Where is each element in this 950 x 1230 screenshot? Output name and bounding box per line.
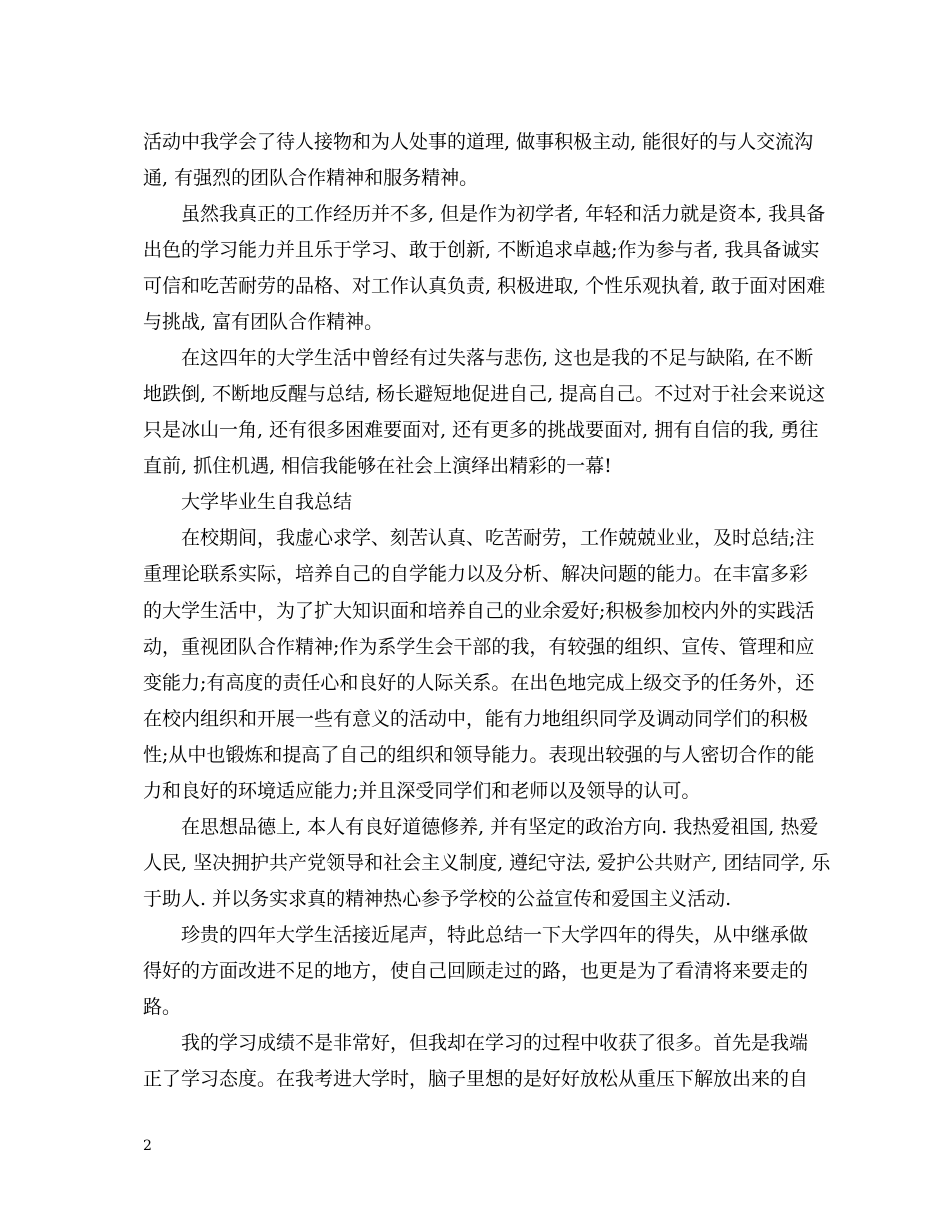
text-line: 变能力;有高度的责任心和良好的人际关系。在出色地完成上级交予的任务外，还	[143, 672, 815, 694]
text-line: 只是冰山一角, 还有很多困难要面对, 还有更多的挑战要面对, 拥有自信的我, 勇往	[143, 419, 819, 441]
text-line: 正了学习态度。在我考进大学时，脑子里想的是好好放松从重压下解放出来的自	[143, 1068, 809, 1090]
text-line: 性;从中也锻炼和提高了自己的组织和领导能力。表现出较强的与人密切合作的能	[143, 744, 815, 766]
text-line: 力和良好的环境适应能力;并且深受同学们和老师以及领导的认可。	[143, 780, 701, 802]
text-line: 与挑战, 富有团队合作精神。	[143, 311, 384, 333]
section-heading: 大学毕业生自我总结	[181, 491, 353, 513]
text-line: 虽然我真正的工作经历并不多, 但是作为初学者, 年轻和活力就是资本, 我具备	[181, 203, 826, 225]
text-line: 在这四年的大学生活中曾经有过失落与悲伤, 这也是我的不足与缺陷, 在不断	[181, 347, 814, 369]
text-line: 重理论联系实际，培养自己的自学能力以及分析、解决问题的能力。在丰富多彩	[143, 563, 809, 585]
text-line: 人民, 坚决拥护共产党领导和社会主义制度, 遵纪守法, 爱护公共财产, 团结同学, 乐	[143, 852, 831, 874]
text-line: 在思想品德上, 本人有良好道德修养, 并有坚定的政治方向. 我热爱祖国, 热爱	[181, 816, 819, 838]
text-line: 活动中我学会了待人接物和为人处事的道理, 做事积极主动, 能很好的与人交流沟	[143, 131, 814, 153]
text-line: 地跌倒, 不断地反醒与总结, 杨长避短地促进自己, 提高自己。不过对于社会来说这	[143, 383, 826, 405]
text-line: 于助人. 并以务实求真的精神热心参予学校的公益宣传和爱国主义活动.	[143, 888, 732, 910]
text-line: 直前, 抓住机遇, 相信我能够在社会上演绎出精彩的一幕!	[143, 455, 612, 477]
page-number: 2	[143, 1138, 152, 1154]
text-line: 珍贵的四年大学生活接近尾声，特此总结一下大学四年的得失，从中继承做	[181, 924, 809, 946]
text-line: 动，重视团队合作精神;作为系学生会干部的我，有较强的组织、宣传、管理和应	[143, 636, 815, 658]
text-line: 在校内组织和开展一些有意义的活动中，能有力地组织同学及调动同学们的积极	[143, 708, 809, 730]
text-line: 可信和吃苦耐劳的品格、对工作认真负责, 积极进取, 个性乐观执着, 敢于面对困难	[143, 275, 826, 297]
text-line: 我的学习成绩不是非常好，但我却在学习的过程中收获了很多。首先是我端	[181, 1032, 809, 1054]
text-line: 在校期间，我虚心求学、刻苦认真、吃苦耐劳，工作兢兢业业，及时总结;注	[181, 527, 815, 549]
text-line: 的大学生活中，为了扩大知识面和培养自己的业余爱好;积极参加校内外的实践活	[143, 600, 815, 622]
text-line: 路。	[143, 996, 182, 1018]
text-line: 得好的方面改进不足的地方，使自己回顾走过的路，也更是为了看清将来要走的	[143, 960, 809, 982]
text-line: 通, 有强烈的团队合作精神和服务精神。	[143, 167, 479, 189]
text-line: 出色的学习能力并且乐于学习、敢于创新, 不断追求卓越;作为参与者, 我具备诚实	[143, 239, 820, 261]
